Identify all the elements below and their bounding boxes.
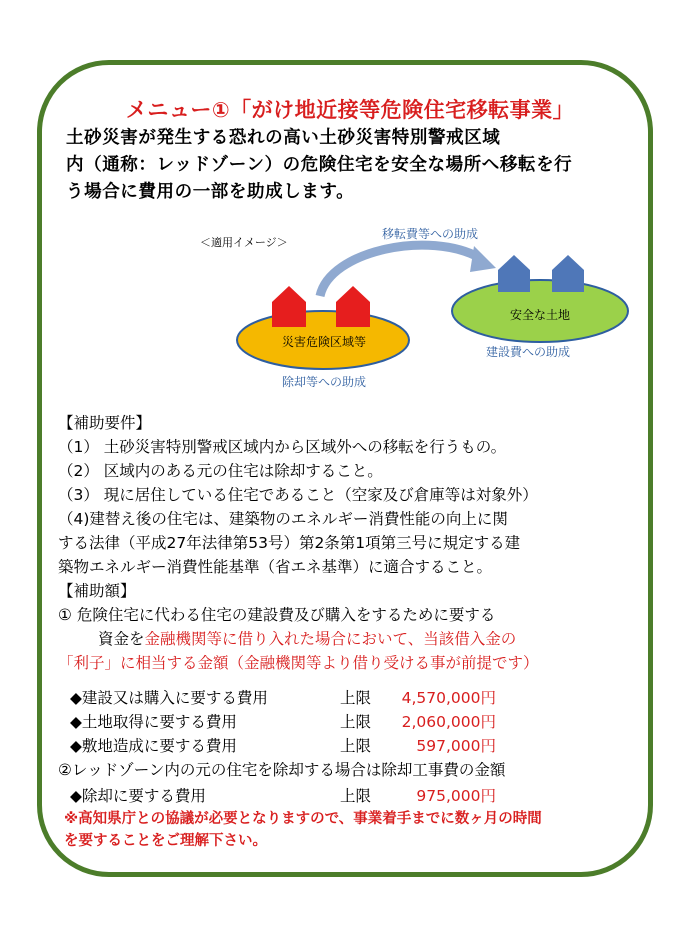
caution-line: を要することをご理解下さい。 (64, 833, 267, 849)
amount-item-2: ②レッドゾーン内の元の住宅を除却する場合は除却工事費の金額 (58, 761, 506, 779)
demolition-aid-label: 除却等への助成 (281, 375, 367, 389)
requirement-item: （1） 土砂災害特別警戒区域内から区域外への移転を行うもの。 (58, 438, 507, 456)
cost-amount: 4,570,000円 (401, 689, 496, 707)
relocation-arrow-icon (320, 245, 480, 296)
menu-title: メニュー①「がけ地近接等危険住宅移転事業」 (125, 98, 575, 122)
arrow-label: 移転費等への助成 (381, 227, 479, 241)
intro-line: 内（通称：レッドゾーン）の危険住宅を安全な場所へ移転を行 (66, 155, 573, 175)
cost-amount: 597,000円 (416, 737, 496, 755)
requirements-section (58, 411, 658, 579)
cost-limit: 上限 (340, 737, 372, 755)
intro-line: 土砂災害が発生する恐れの高い土砂災害特別警戒区域 (66, 128, 501, 148)
red-house-icon (272, 286, 306, 327)
requirement-item: （4)建替え後の住宅は、建築物のエネルギー消費性能の向上に関 (58, 510, 508, 528)
arrow-head-icon (470, 246, 496, 272)
cost-row (70, 710, 496, 732)
cost-row (70, 734, 496, 756)
amount-item-1: ① 危険住宅に代わる住宅の建設費及び購入をするために要する (58, 606, 496, 624)
amounts-heading: 【補助額】 (58, 582, 136, 600)
amount-text: 資金を (98, 630, 145, 648)
danger-zone-label: 災害危険区域等 (281, 335, 367, 349)
cost-amount: 2,060,000円 (401, 713, 496, 731)
caution-line: ※高知県庁との協議が必要となりますので、事業着手までに数ヶ月の時間 (64, 811, 542, 827)
red-house-icon (336, 286, 370, 327)
requirements-heading: 【補助要件】 (58, 414, 152, 432)
amount-item-1-note: 「利子」に相当する金額（金融機関等より借り受ける事が前提です） (58, 654, 539, 672)
cost-row (70, 686, 496, 708)
intro-line: う場合に費用の一部を助成します。 (66, 182, 355, 202)
amount-text-red: 金融機関等に借り入れた場合において、当該借入金の (144, 630, 517, 648)
diagram-caption: ＜適用イメージ＞ (200, 236, 288, 249)
cost-limit: 上限 (340, 689, 372, 707)
requirement-item: する法律（平成27年法律第53号）第2条第1項第三号に規定する建 (58, 534, 521, 552)
cost-label: ◆土地取得に要する費用 (70, 713, 237, 731)
blue-house-icon (552, 255, 584, 292)
cost-row (70, 784, 496, 806)
blue-house-icon (498, 255, 530, 292)
cost-label: ◆除却に要する費用 (70, 787, 206, 805)
amounts-section (58, 579, 658, 675)
cost-label: ◆建設又は購入に要する費用 (70, 689, 268, 707)
requirement-item: （2） 区域内のある元の住宅は除却すること。 (58, 462, 383, 480)
cost-limit: 上限 (340, 787, 372, 805)
caution-note (64, 808, 542, 852)
relocation-diagram (0, 0, 700, 400)
amount-item-1-cont (58, 627, 658, 651)
requirement-item: （3） 現に居住している住宅であること（空家及び倉庫等は対象外） (58, 486, 538, 504)
cost-amount: 975,000円 (416, 787, 496, 805)
construction-aid-label: 建設費への助成 (485, 345, 571, 359)
safe-land-label: 安全な土地 (509, 308, 571, 322)
cost-limit: 上限 (340, 713, 372, 731)
requirement-item: 築物エネルギー消費性能基準（省エネ基準）に適合すること。 (58, 558, 493, 576)
cost-label: ◆敷地造成に要する費用 (70, 737, 237, 755)
